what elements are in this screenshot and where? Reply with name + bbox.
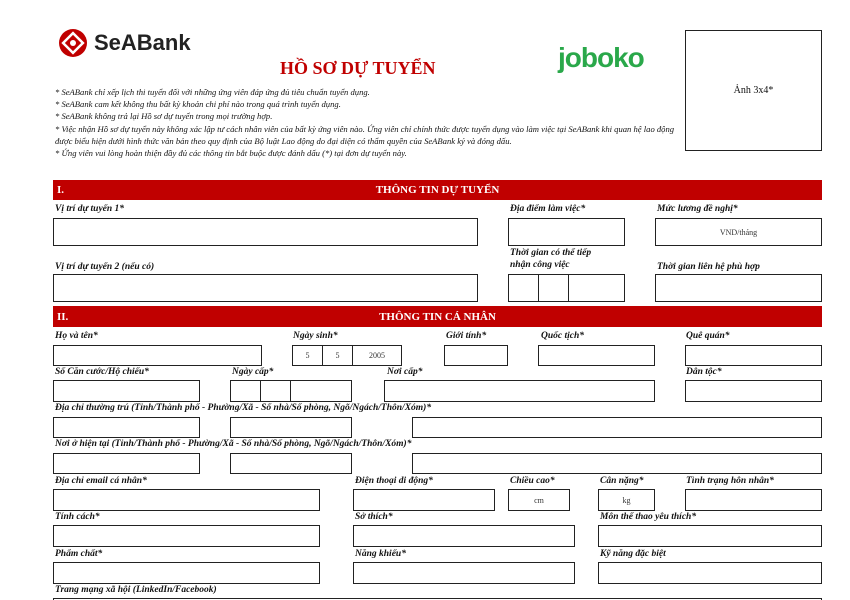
photo-box[interactable]	[685, 30, 822, 151]
label-sport: Môn thể thao yêu thích*	[600, 512, 697, 522]
label-height: Chiều cao*	[510, 476, 555, 486]
position2-input[interactable]	[53, 274, 478, 302]
label-start-time: Thời gian có thể tiếp nhận công việc	[510, 248, 592, 270]
contact-time-input[interactable]	[655, 274, 822, 302]
label-email: Địa chỉ email cá nhân*	[55, 476, 147, 486]
skill-input[interactable]	[598, 562, 822, 584]
height-input-value: cm	[534, 495, 544, 505]
label-talent: Năng khiếu*	[355, 549, 406, 559]
note-item: * SeABank không trả lại Hồ sơ dự tuyển trong mọi trường hợp.	[55, 111, 273, 122]
gender-input[interactable]	[444, 345, 508, 366]
salary-input[interactable]	[655, 218, 822, 246]
label-current: Nơi ở hiện tại (Tỉnh/Thành phố - Phường/Xã - Số nhà/Số phòng, Ngõ/Ngách/Thôn/Xóm)*	[55, 439, 412, 449]
label-social: Trang mạng xã hội (LinkedIn/Facebook)	[55, 585, 217, 595]
issue-year-input[interactable]	[290, 380, 352, 402]
joboko-logo: joboko	[558, 42, 644, 73]
height-input[interactable]	[508, 489, 570, 511]
talent-input[interactable]	[353, 562, 575, 584]
label-dob: Ngày sinh*	[293, 331, 338, 341]
phone-input[interactable]	[353, 489, 495, 511]
start-day-input[interactable]	[508, 274, 539, 302]
issue-month-input[interactable]	[260, 380, 291, 402]
label-id: Số Căn cước/Hộ chiếu*	[55, 367, 149, 377]
form-title: HỒ SƠ DỰ TUYỂN	[280, 58, 436, 78]
issue-place-input[interactable]	[384, 380, 655, 402]
section-number: II.	[57, 310, 69, 323]
dob-year-input[interactable]	[352, 345, 402, 366]
label-quality: Phẩm chất*	[55, 549, 103, 559]
label-marital: Tình trạng hôn nhân*	[686, 476, 774, 486]
note-item: * Việc nhận Hồ sơ dự tuyển này không xác lập tư cách nhân viên của bất kỳ ứng viên nào. Ứng viên chỉ chính thức được tuyển dụng vào làm việc tại SeABank khi quan hệ lao động được biểu hiện dưới hình thức văn bản theo quy định của Bộ luật Lao động do đại diện có thẩm quyền của SeABank ký và đóng dấu.	[55, 123, 675, 146]
location-input[interactable]	[508, 218, 625, 246]
dob-day-input[interactable]	[292, 345, 323, 366]
seabank-emblem-icon	[58, 28, 88, 58]
start-year-input[interactable]	[568, 274, 625, 302]
sport-input[interactable]	[598, 525, 822, 547]
hobby-input[interactable]	[353, 525, 575, 547]
note-item: * Ứng viên vui lòng hoàn thiện đầy đủ các thông tin bắt buộc được đánh dấu (*) tại đơn dự tuyển này.	[55, 148, 407, 159]
label-personality: Tính cách*	[55, 512, 100, 522]
email-input[interactable]	[53, 489, 320, 511]
current-province-input[interactable]	[53, 453, 200, 474]
hometown-input[interactable]	[685, 345, 822, 366]
position1-input[interactable]	[53, 218, 478, 246]
label-permanent: Địa chỉ thường trú (Tỉnh/Thành phố - Phường/Xã - Số nhà/Số phòng, Ngõ/Ngách/Thôn/Xóm)*	[55, 403, 432, 413]
permanent-street-input[interactable]	[412, 417, 822, 438]
section-number: I.	[57, 184, 65, 196]
label-contact-time: Thời gian liên hệ phù hợp	[657, 262, 760, 272]
label-position2: Vị trí dự tuyển 2 (nếu có)	[55, 262, 155, 272]
ethnicity-input[interactable]	[685, 380, 822, 402]
dob-month-input-value: 5	[335, 351, 340, 360]
seabank-logo	[58, 28, 191, 58]
quality-input[interactable]	[53, 562, 320, 584]
label-name: Họ và tên*	[55, 331, 98, 341]
permanent-province-input[interactable]	[53, 417, 200, 438]
weight-input-value: kg	[622, 495, 631, 505]
start-month-input[interactable]	[538, 274, 569, 302]
current-street-input[interactable]	[412, 453, 822, 474]
section-title: THÔNG TIN DỰ TUYỂN	[375, 184, 500, 196]
label-ethnicity: Dân tộc*	[686, 367, 722, 377]
permanent-ward-input[interactable]	[230, 417, 352, 438]
name-input[interactable]	[53, 345, 262, 366]
current-ward-input[interactable]	[230, 453, 352, 474]
label-position1: Vị trí dự tuyển 1*	[55, 204, 125, 214]
section-header-application	[53, 180, 822, 200]
salary-input-value: VND/tháng	[719, 227, 758, 237]
label-phone: Điện thoại di động*	[355, 476, 433, 486]
label-location: Địa điểm làm việc*	[510, 204, 586, 214]
brand-name: SeABank	[94, 30, 191, 55]
weight-input[interactable]	[598, 489, 655, 511]
label-gender: Giới tính*	[446, 331, 487, 341]
dob-month-input[interactable]	[322, 345, 353, 366]
photo-label: Ảnh 3x4*	[733, 85, 774, 96]
label-hobby: Sở thích*	[355, 512, 393, 522]
note-item: * SeABank chỉ xếp lịch thi tuyển đối với những ứng viên đáp ứng đủ tiêu chuẩn tuyển dụng.	[55, 87, 370, 97]
dob-year-input-value: 2005	[369, 351, 385, 360]
notes	[55, 86, 680, 159]
nationality-input[interactable]	[538, 345, 655, 366]
label-issue-date: Ngày cấp*	[232, 367, 274, 377]
section-title: THÔNG TIN CÁ NHÂN	[379, 310, 496, 323]
dob-day-input-value: 5	[305, 351, 310, 360]
section-header-personal	[53, 306, 822, 327]
label-salary: Mức lương đề nghị*	[657, 204, 738, 214]
label-issue-place: Nơi cấp*	[387, 367, 423, 377]
marital-status-input[interactable]	[685, 489, 822, 511]
label-hometown: Quê quán*	[686, 331, 730, 341]
id-number-input[interactable]	[53, 380, 200, 402]
label-weight: Cân nặng*	[600, 476, 644, 486]
personality-input[interactable]	[53, 525, 320, 547]
note-item: * SeABank cam kết không thu bất kỳ khoản chi phí nào trong quá trình tuyển dụng.	[55, 99, 341, 110]
label-nationality: Quốc tịch*	[541, 331, 585, 341]
issue-day-input[interactable]	[230, 380, 261, 402]
label-skill: Kỹ năng đặc biệt	[600, 549, 666, 559]
